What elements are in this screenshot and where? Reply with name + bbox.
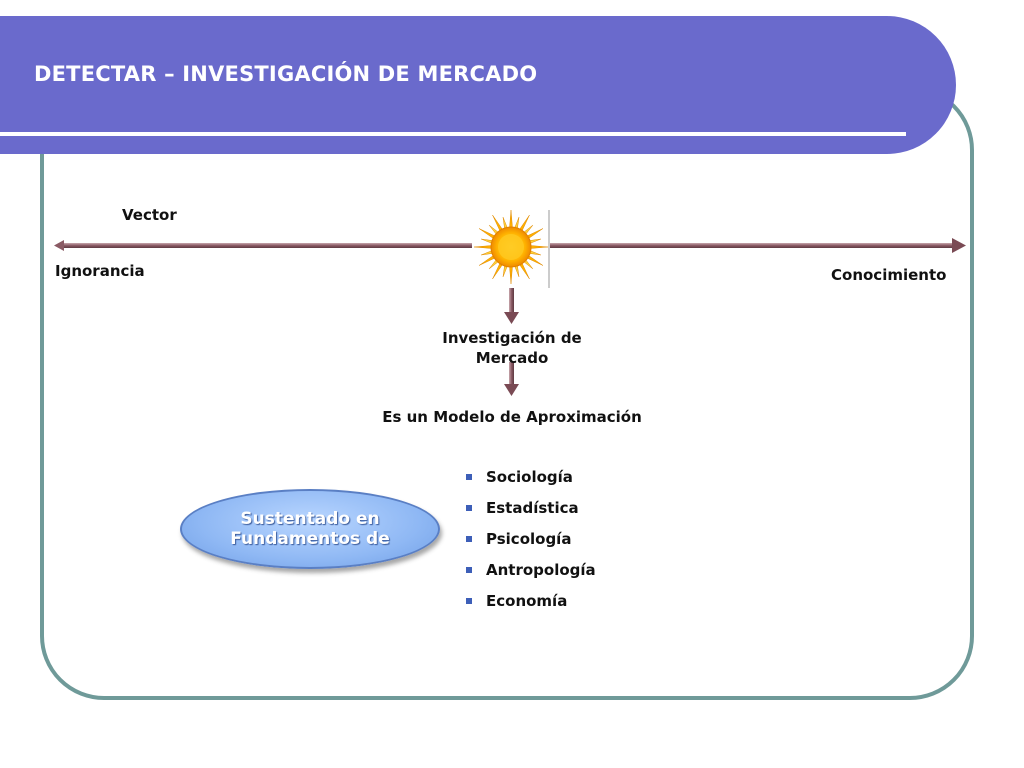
bullet-icon (466, 567, 472, 573)
bullet-icon (466, 474, 472, 480)
disciplines-list (466, 468, 596, 623)
sun-icon (472, 210, 550, 288)
fundamentos-ellipse (180, 489, 440, 569)
list-item (466, 499, 596, 530)
discipline-label: Antropología (486, 561, 596, 579)
list-item (466, 561, 596, 592)
bullet-icon (466, 505, 472, 511)
slide-title: DETECTAR – INVESTIGACIÓN DE MERCADO (34, 62, 538, 86)
investigacion-label (412, 328, 612, 368)
modelo-label: Es un Modelo de Aproximación (382, 408, 642, 426)
bullet-icon (466, 536, 472, 542)
list-item (466, 530, 596, 561)
investigacion-line1: Investigación de (442, 329, 582, 347)
ignorancia-label: Ignorancia (55, 262, 145, 280)
investigacion-line2: Mercado (475, 349, 549, 367)
list-item (466, 592, 596, 623)
discipline-label: Psicología (486, 530, 572, 548)
bullet-icon (466, 598, 472, 604)
discipline-label: Economía (486, 592, 568, 610)
discipline-label: Estadística (486, 499, 579, 517)
down-arrow-1 (504, 286, 519, 324)
discipline-label: Sociología (486, 468, 573, 486)
ellipse-line2: Fundamentos de (230, 529, 390, 549)
vector-label: Vector (122, 206, 177, 224)
ellipse-line1: Sustentado en (240, 509, 380, 529)
list-item (466, 468, 596, 499)
conocimiento-label: Conocimiento (831, 266, 947, 284)
